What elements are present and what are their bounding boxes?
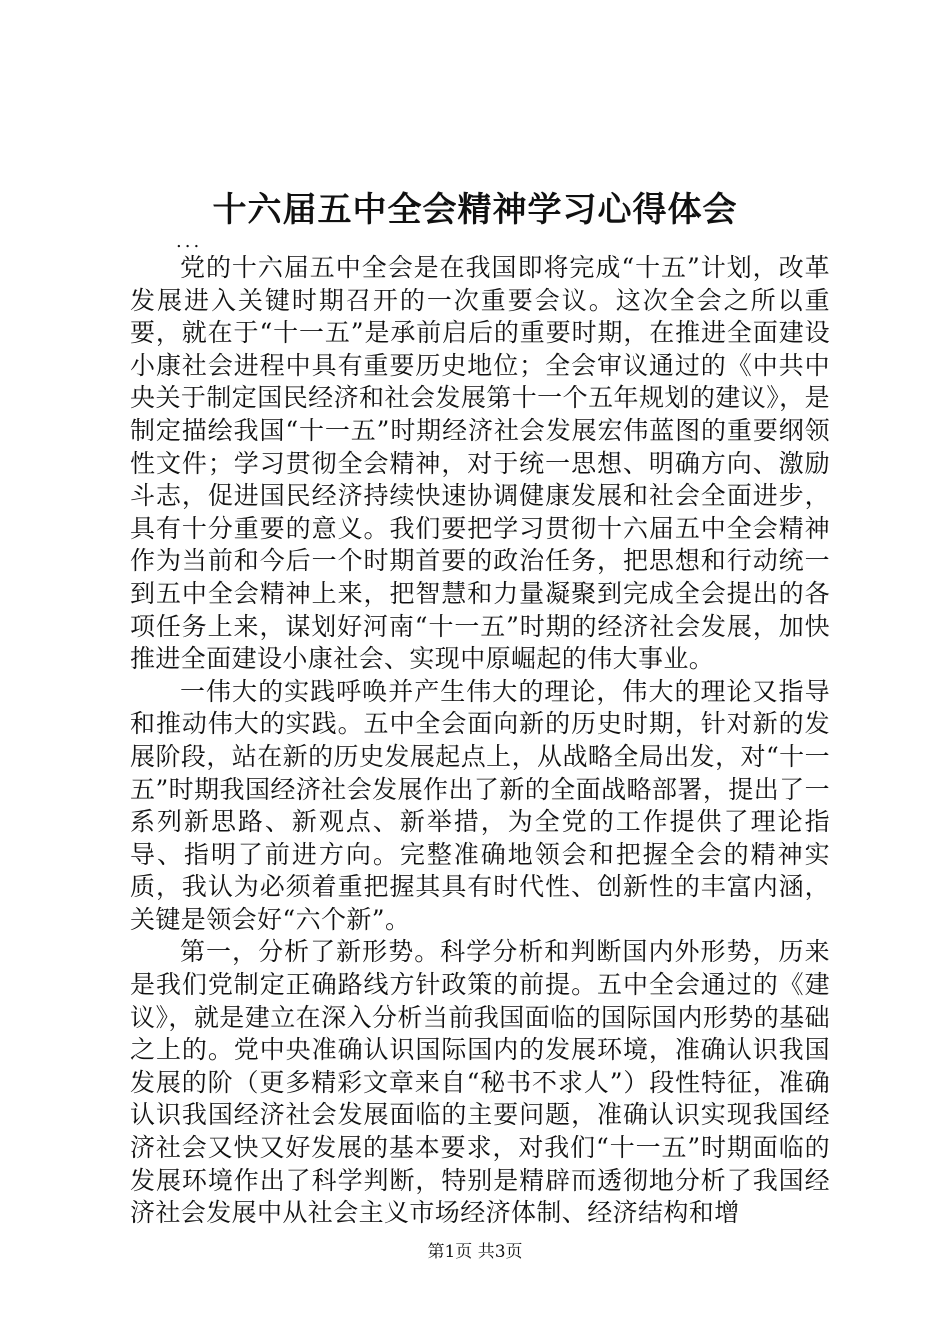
ellipsis-mark: ... (176, 231, 203, 252)
paragraph-1: 党的十六届五中全会是在我国即将完成“十五”计划，改革发展进入关键时期召开的一次重要会议。这次全会之所以重要，就在于“十一五”是承前启后的重要时期，在推进全面建设小康社会进程中具有重要历史地位；全会审议通过的《中共中央关于制定国民经济和社会发展第十一个五年规划的建议》，是制定描绘我国“十一五”时期经济社会发展宏伟蓝图的重要纲领性文件；学习贯彻全会精神，对于统一思想、明确方向、激励斗志，促进国民经济持续快速协调健康发展和社会全面进步，具有十分重要的意义。我们要把学习贯彻十六届五中全会精神作为当前和今后一个时期首要的政治任务，把思想和行动统一到五中全会精神上来，把智慧和力量凝聚到完成全会提出的各项任务上来，谋划好河南“十一五”时期的经济社会发展，加快推进全面建设小康社会、实现中原崛起的伟大事业。 (130, 253, 830, 674)
document-body (130, 252, 830, 1230)
paragraph-3: 第一，分析了新形势。科学分析和判断国内外形势，历来是我们党制定正确路线方针政策的前提。五中全会通过的《建议》，就是建立在深入分析当前我国面临的国际国内形势的基础之上的。党中央准确认识国际国内的发展环境，准确认识我国发展的阶（更多精彩文章来自“秘书不求人”）段性特征，准确认识我国经济社会发展面临的主要问题，准确认识实现我国经济社会又快又好发展的基本要求，对我们“十一五”时期面临的发展环境作出了科学判断，特别是精辟而透彻地分析了我国经济社会发展中从社会主义市场经济体制、经济结构和增 (130, 937, 830, 1228)
paragraph-2: 一伟大的实践呼唤并产生伟大的理论，伟大的理论又指导和推动伟大的实践。五中全会面向新的历史时期，针对新的发展阶段，站在新的历史发展起点上，从战略全局出发，对“十一五”时期我国经济社会发展作出了新的全面战略部署，提出了一系列新思路、新观点、新举措，为全党的工作提供了理论指导、指明了前进方向。完整准确地领会和把握全会的精神实质，我认为必须着重把握其具有时代性、创新性的丰富内涵，关键是领会好“六个新”。 (130, 676, 830, 934)
document-title: 十六届五中全会精神学习心得体会 (212, 190, 738, 230)
page-footer: 第1页 共3页 (427, 1242, 523, 1262)
